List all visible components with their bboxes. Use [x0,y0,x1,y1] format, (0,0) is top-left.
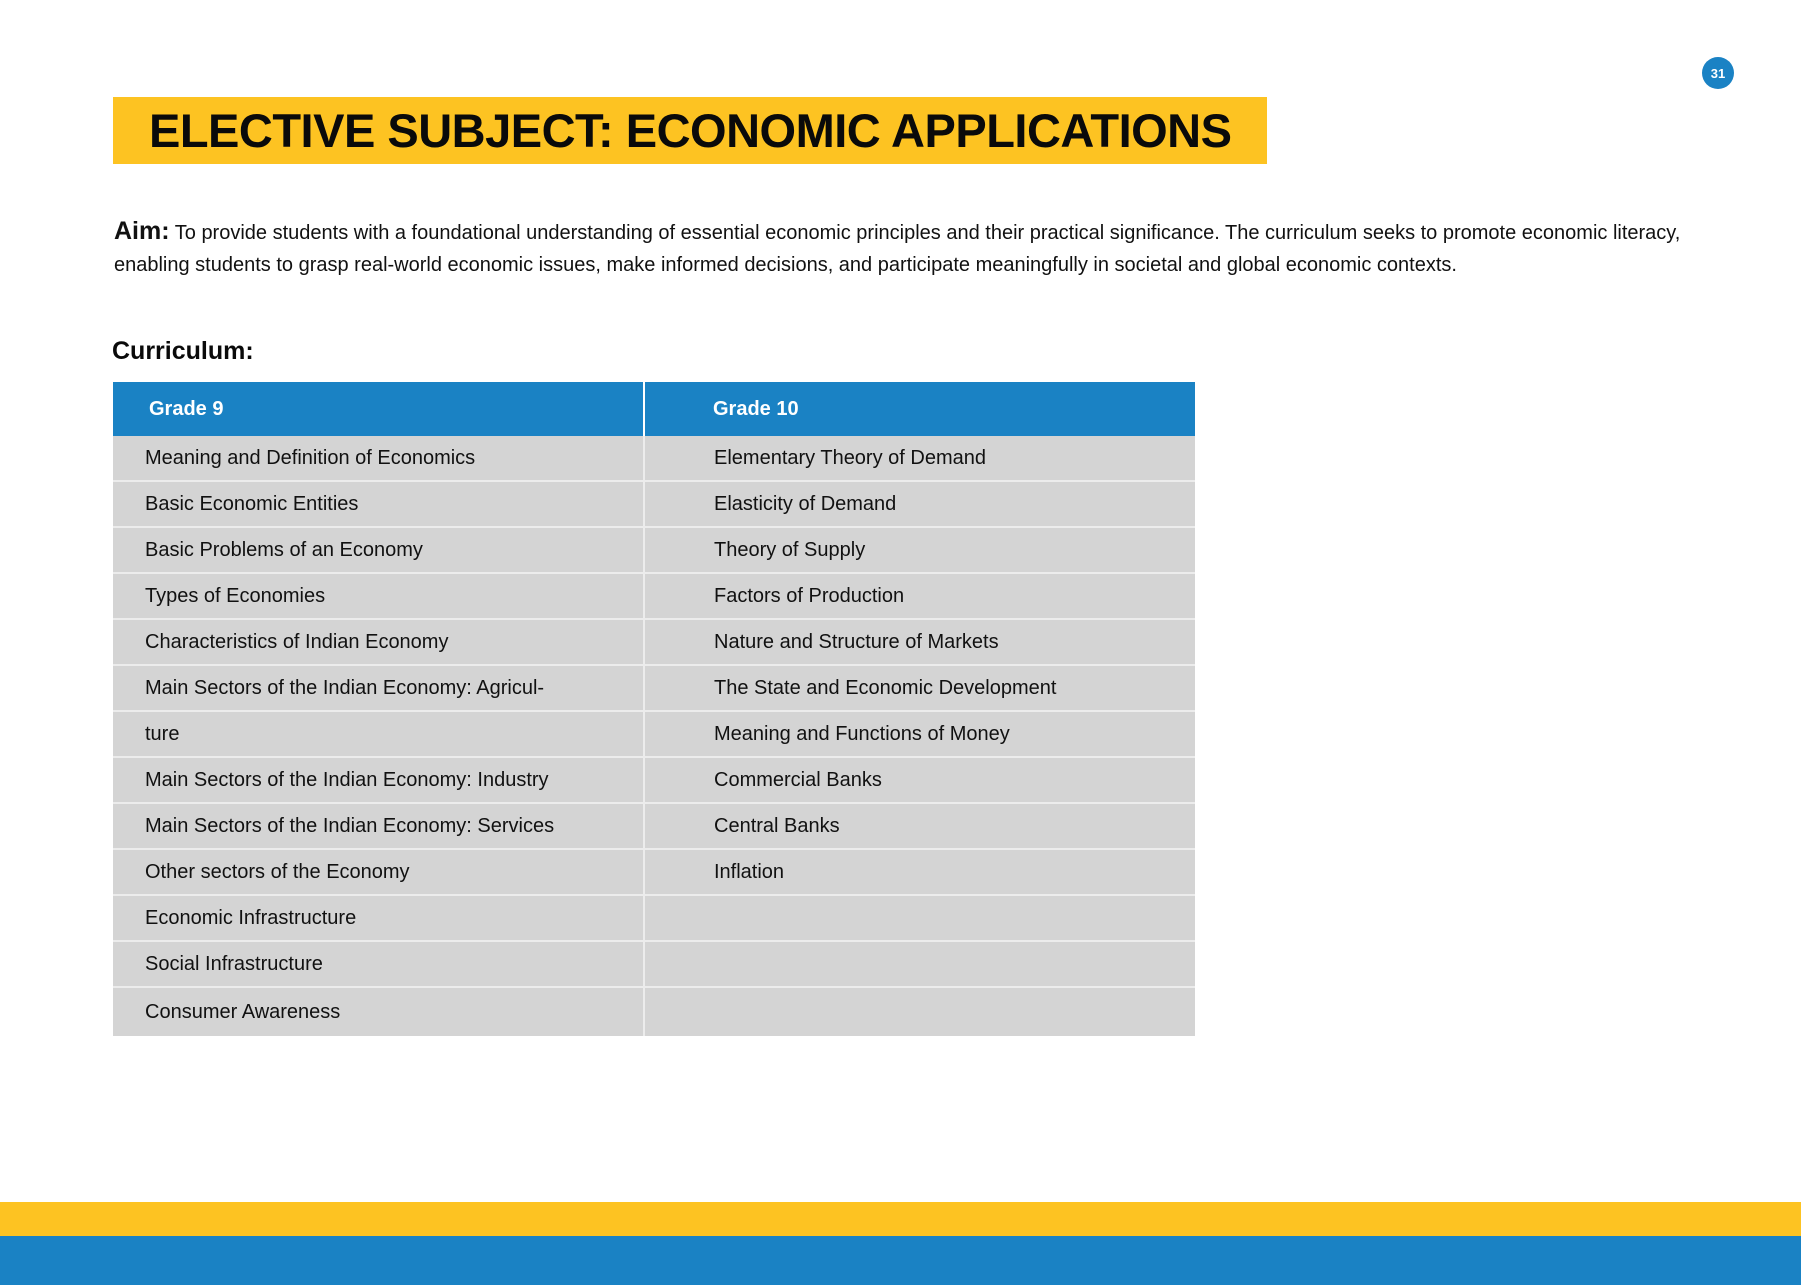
grade-9-topic: Main Sectors of the Indian Economy: Agricul- [113,665,644,711]
aim-text: To provide students with a foundational understanding of essential economic principles and their practical significance. The curriculum seeks to promote economic literacy, enabling students to grasp real-world economic issues, make informed decisions, and participate meaningfully in societal and global economic contexts. [114,222,1681,276]
grade-10-header: Grade 10 [644,382,1195,436]
curriculum-table [113,382,1195,1036]
grade-10-topic: Inflation [644,849,1195,895]
aim-label: Aim: [114,217,170,245]
grade-10-topic: Commercial Banks [644,757,1195,803]
grade-9-topic: Other sectors of the Economy [113,849,644,895]
table-row [113,665,1195,711]
curriculum-heading: Curriculum: [112,337,254,365]
grade-9-topic: Types of Economies [113,573,644,619]
grade-10-topic: Elasticity of Demand [644,481,1195,527]
grade-10-topic: Theory of Supply [644,527,1195,573]
grade-9-topic: Basic Problems of an Economy [113,527,644,573]
table-row [113,849,1195,895]
table-row [113,711,1195,757]
grade-9-topic: Main Sectors of the Indian Economy: Services [113,803,644,849]
table-row [113,436,1195,481]
grade-9-topic: Economic Infrastructure [113,895,644,941]
table-row [113,619,1195,665]
page-number-badge: 31 [1702,57,1734,89]
grade-9-topic: Meaning and Definition of Economics [113,436,644,481]
table-row [113,757,1195,803]
table-row [113,527,1195,573]
footer-stripe-blue [0,1236,1801,1285]
grade-9-topic: Basic Economic Entities [113,481,644,527]
grade-9-topic: Characteristics of Indian Economy [113,619,644,665]
grade-10-topic: Nature and Structure of Markets [644,619,1195,665]
page-title: ELECTIVE SUBJECT: ECONOMIC APPLICATIONS [149,104,1232,157]
grade-10-topic: Elementary Theory of Demand [644,436,1195,481]
grade-9-topic: Main Sectors of the Indian Economy: Industry [113,757,644,803]
grade-10-topic [644,987,1195,1036]
table-row [113,987,1195,1036]
grade-9-header: Grade 9 [113,382,644,436]
grade-9-topic: Consumer Awareness [113,987,644,1036]
grade-10-topic: Meaning and Functions of Money [644,711,1195,757]
title-banner [113,97,1267,164]
grade-10-topic: Factors of Production [644,573,1195,619]
table-row [113,573,1195,619]
table-row [113,481,1195,527]
grade-10-topic: The State and Economic Development [644,665,1195,711]
table-row [113,895,1195,941]
footer-stripe-yellow [0,1202,1801,1236]
grade-10-topic [644,895,1195,941]
grade-10-topic: Central Banks [644,803,1195,849]
grade-10-topic [644,941,1195,987]
table-header-row [113,382,1195,436]
grade-9-topic: Social Infrastructure [113,941,644,987]
table-row [113,941,1195,987]
grade-9-topic: ture [113,711,644,757]
aim-paragraph [114,215,1714,281]
table-row [113,803,1195,849]
